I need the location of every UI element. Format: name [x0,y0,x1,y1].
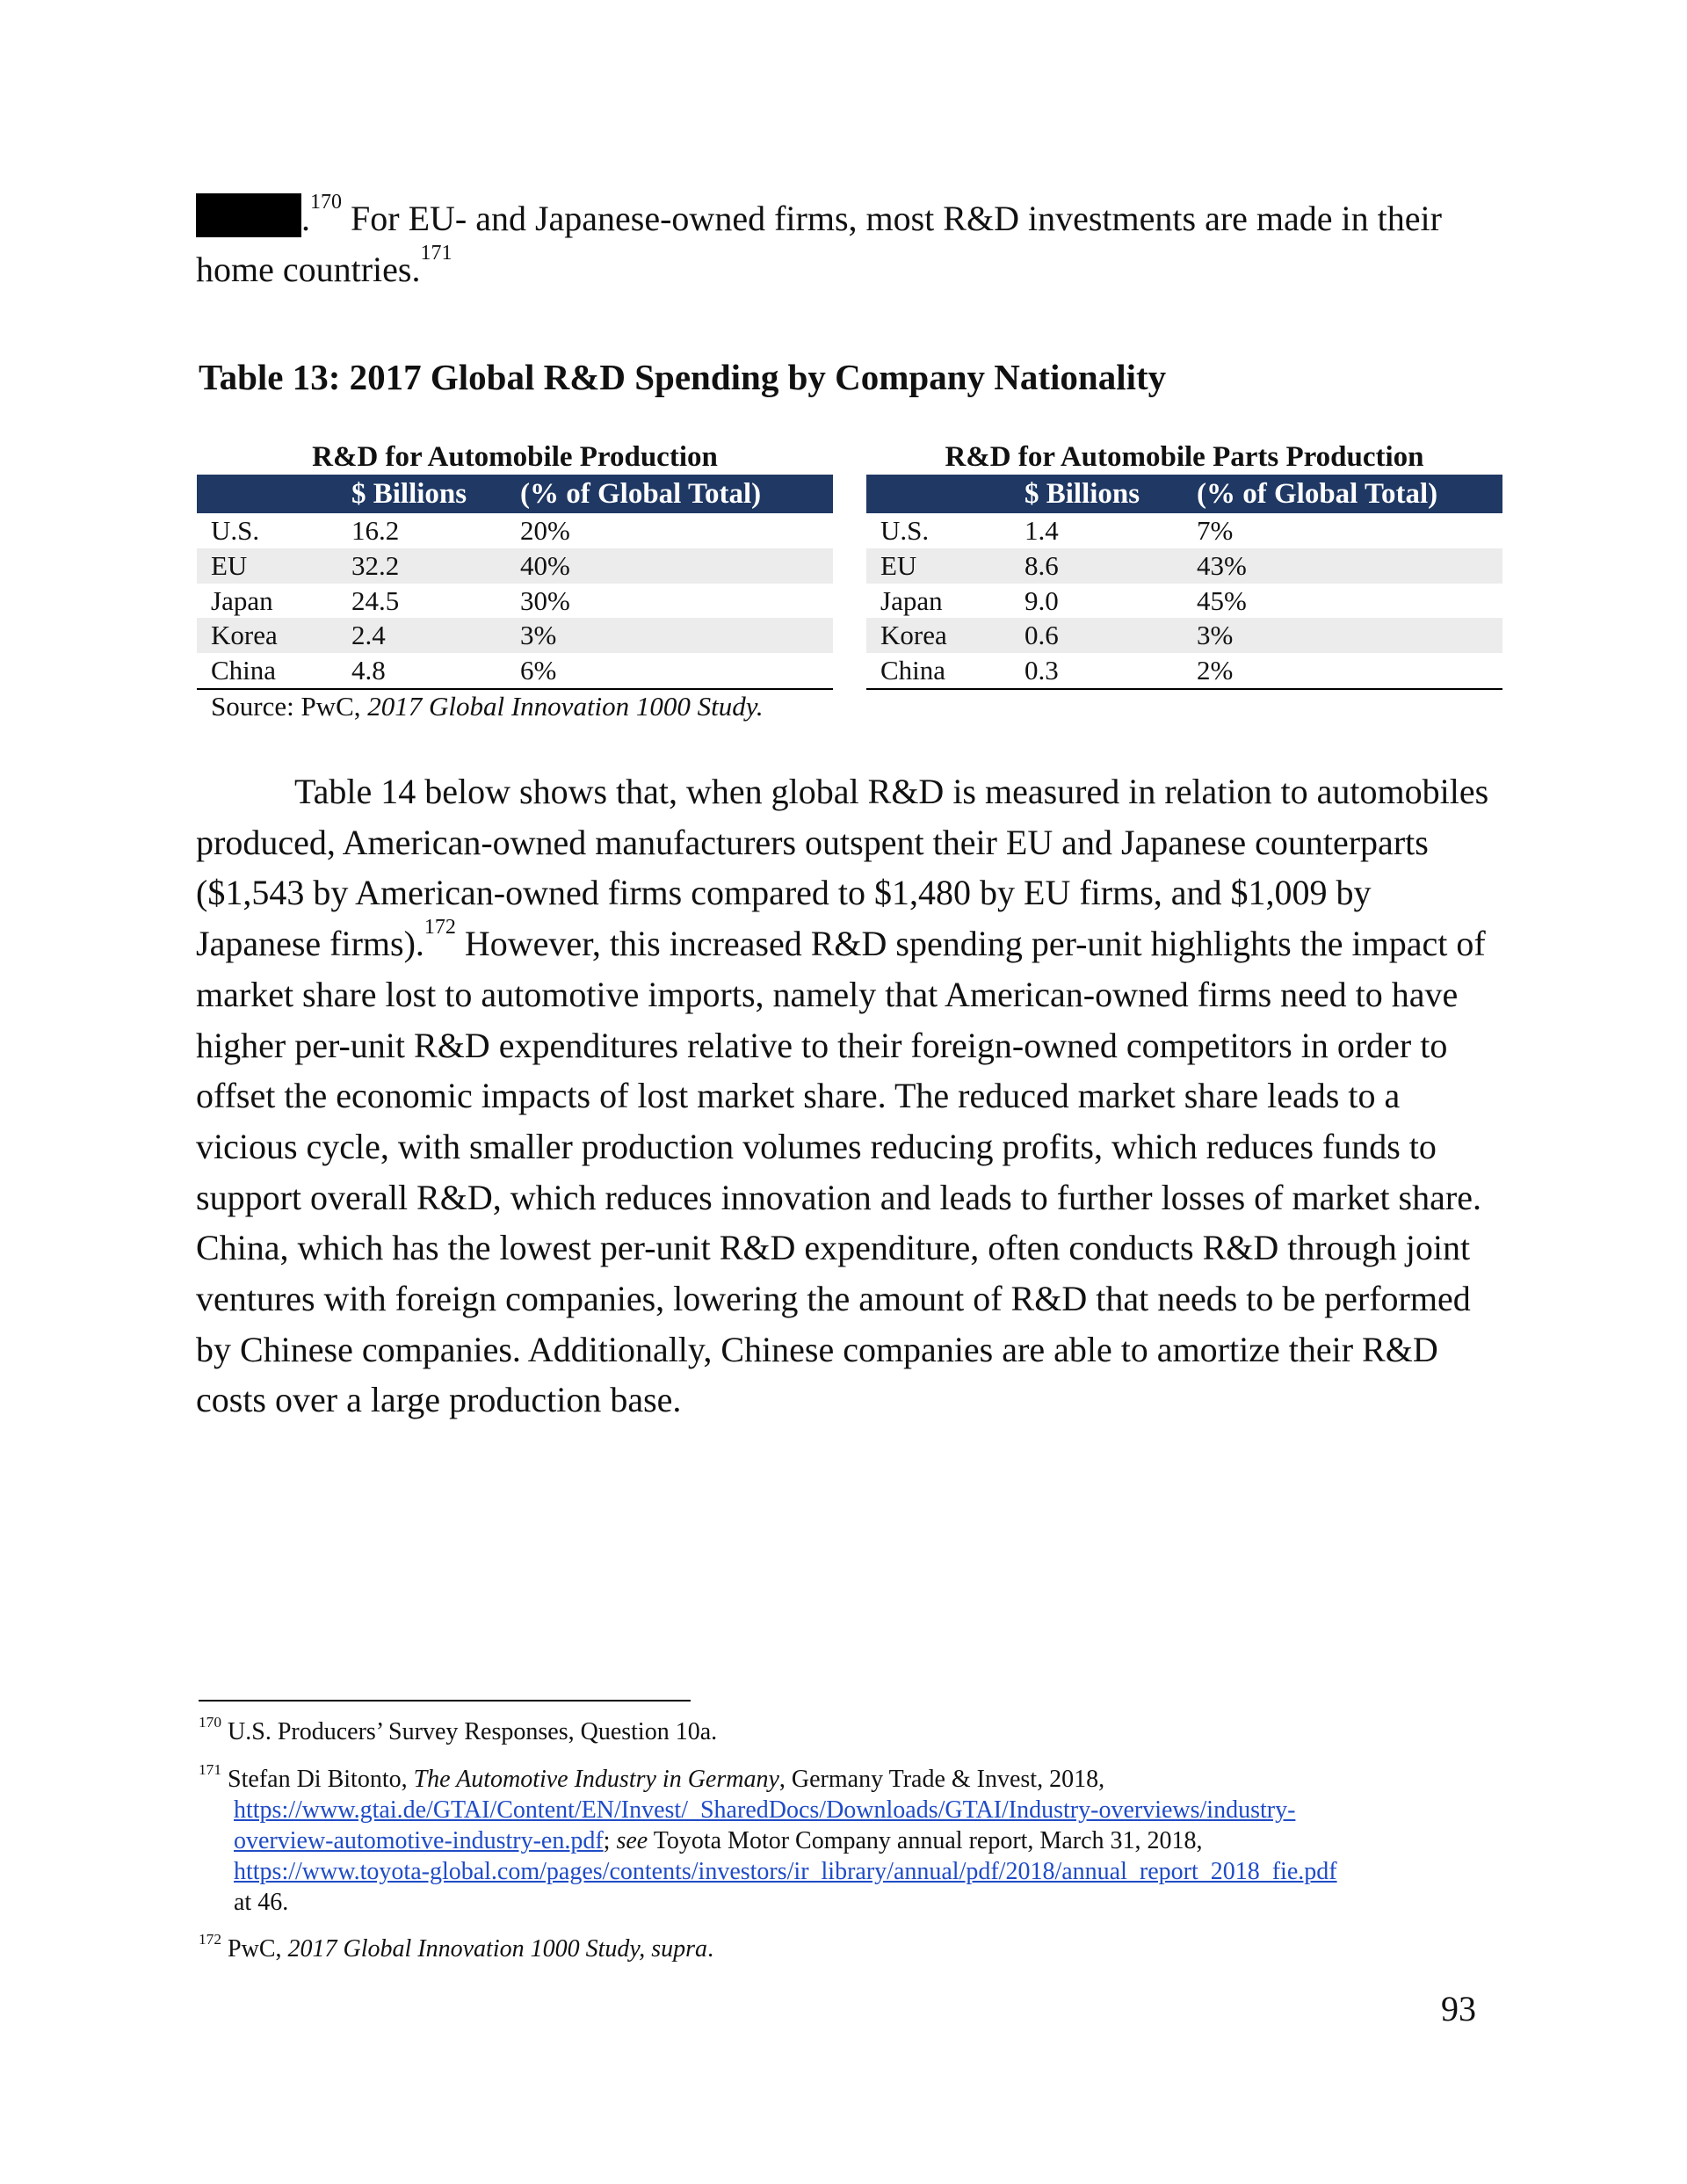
intro-sentence: For EU- and Japanese-owned firms, most R&D investments are made in their home countries. [196,199,1442,289]
column-header [197,475,351,513]
table-cell: China [211,655,277,686]
paragraph-part-1: Table 14 below shows that, when global R&D is measured in relation to automobiles produced, American-owned manufacturers outspent their EU and Japanese counterparts ($1,543 by American-owned firms compared to $1,480 by EU firms, and $1,009 by Japanese firms). [196,772,1489,964]
source-prefix: Source: PwC, [211,691,368,722]
table-cell: EU [880,549,917,581]
table-caption: R&D for Automobile Production [312,441,718,473]
table-cell: 16.2 [351,515,400,546]
table-parts-production [866,439,1502,690]
footnote-ref[interactable]: 171 [420,241,453,265]
table-header-row [866,475,1502,513]
table-cell: 2.4 [351,620,386,651]
footnote-separator: ; [603,1827,617,1854]
table-cell: EU [211,549,248,581]
column-header: $ Billions [351,478,467,510]
table-body [197,513,833,690]
table-row [197,548,833,584]
table-cell: 2% [1197,655,1234,686]
table-caption: R&D for Automobile Parts Production [945,441,1424,473]
footnote-title: 2017 Global Innovation 1000 Study, supra [287,1935,708,1963]
footnote-171 [199,1761,1499,1918]
table-cell: 9.0 [1025,584,1059,616]
table-cell: Korea [880,620,947,651]
body-paragraph [196,766,1496,1426]
gtai-link-continued[interactable]: overview-automotive-industry-en.pdf [234,1827,604,1854]
table-cell: 30% [520,584,570,616]
footnote-tail: at 46. [234,1889,289,1916]
page-number: 93 [1441,1989,1476,2028]
table-cell: 24.5 [351,584,400,616]
footnote-number: 171 [199,1761,222,1778]
table-cell: 43% [1197,549,1247,581]
footnote-toyota-ref: Toyota Motor Company annual report, March 31, 2018, [648,1827,1203,1854]
intro-text: .$^{170}$ For EU- and Japanese-owned firms, most R&D investments are made in their home countries.$^{171}$ [196,191,1442,289]
footnote-ref[interactable]: 170 [310,191,342,214]
table-cell: 8.6 [1025,549,1059,581]
footnote-170 [199,1716,1499,1747]
table-cell: 3% [1197,620,1234,651]
table-cell: Japan [880,584,943,616]
table-row [866,513,1502,548]
footnote-text: U.S. Producers’ Survey Responses, Question 10a. [228,1718,718,1745]
table-cell: 6% [520,655,557,686]
column-header: (% of Global Total) [520,478,762,510]
table-row [197,618,833,653]
footnote-see: see [616,1827,648,1854]
table-row [197,584,833,619]
table-cell: Japan [211,584,273,616]
column-header [866,475,1025,513]
table-cell: 3% [520,620,557,651]
table-cell: 45% [1197,584,1247,616]
footnote-suffix: . [707,1935,714,1963]
footnote-172 [199,1931,1499,1964]
table-cell: U.S. [880,515,930,546]
table-cell: 0.3 [1025,655,1059,686]
table-row [197,513,833,548]
footnote-title: The Automotive Industry in Germany [413,1766,779,1793]
table-source [211,691,764,722]
table-cell: 32.2 [351,549,400,581]
source-title: 2017 Global Innovation 1000 Study. [367,691,764,722]
table-cell: U.S. [211,515,260,546]
toyota-report-link[interactable]: https://www.toyota-global.com/pages/contents/investors/ir_library/annual/pdf/2018/annual_report_2018_fie.pdf [234,1858,1337,1885]
table-cell: 40% [520,549,570,581]
table-row [866,618,1502,653]
table-automobile-production [197,439,833,690]
table-cell: Korea [211,620,278,651]
table-row [866,653,1502,688]
paragraph-part-2: However, this increased R&D spending per-unit highlights the impact of market share lost to automotive imports, namely that American-owned firms need to have higher per-unit R&D expenditures relative to their foreign-owned competitors in order to offset the economic impacts of lost market share. The reduced market share leads to a vicious cycle, with smaller production volumes reducing profits, which reduces funds to support overall R&D, which reduces innovation and leads to further losses of market share. China, which has the lowest per-unit R&D expenditure, often conducts R&D through joint ventures with foreign companies, lowering the amount of R&D that needs to be performed by Chinese companies. Additionally, Chinese companies are able to amortize their R&D costs over a large production base. [196,924,1486,1420]
table-cell: 1.4 [1025,515,1059,546]
footnote-divider [199,1700,691,1701]
gtai-link[interactable]: https://www.gtai.de/GTAI/Content/EN/Invest/_SharedDocs/Downloads/GTAI/Industry-overviews/industry- [234,1796,1296,1824]
table-row [866,548,1502,584]
footnote-number: 170 [199,1714,222,1731]
redaction-block [196,193,301,237]
table-cell: China [880,655,946,686]
table-row [197,653,833,688]
footnote-publisher: , Germany Trade & Invest, 2018, [778,1766,1105,1793]
footnote-ref[interactable]: 172 [424,916,456,940]
footnote-number: 172 [199,1931,222,1948]
table-header-row [197,475,833,513]
table-cell: 7% [1197,515,1234,546]
table-cell: 0.6 [1025,620,1059,651]
footnote-prefix: PwC, [228,1935,288,1963]
table-body [866,513,1502,690]
column-header: $ Billions [1025,478,1140,510]
footnote-author: Stefan Di Bitonto, [228,1766,414,1793]
table-row [866,584,1502,619]
table-cell: 4.8 [351,655,386,686]
table-cell: 20% [520,515,570,546]
table-title: Table 13: 2017 Global R&D Spending by Company Nationality [199,357,1167,397]
column-header: (% of Global Total) [1197,478,1438,510]
